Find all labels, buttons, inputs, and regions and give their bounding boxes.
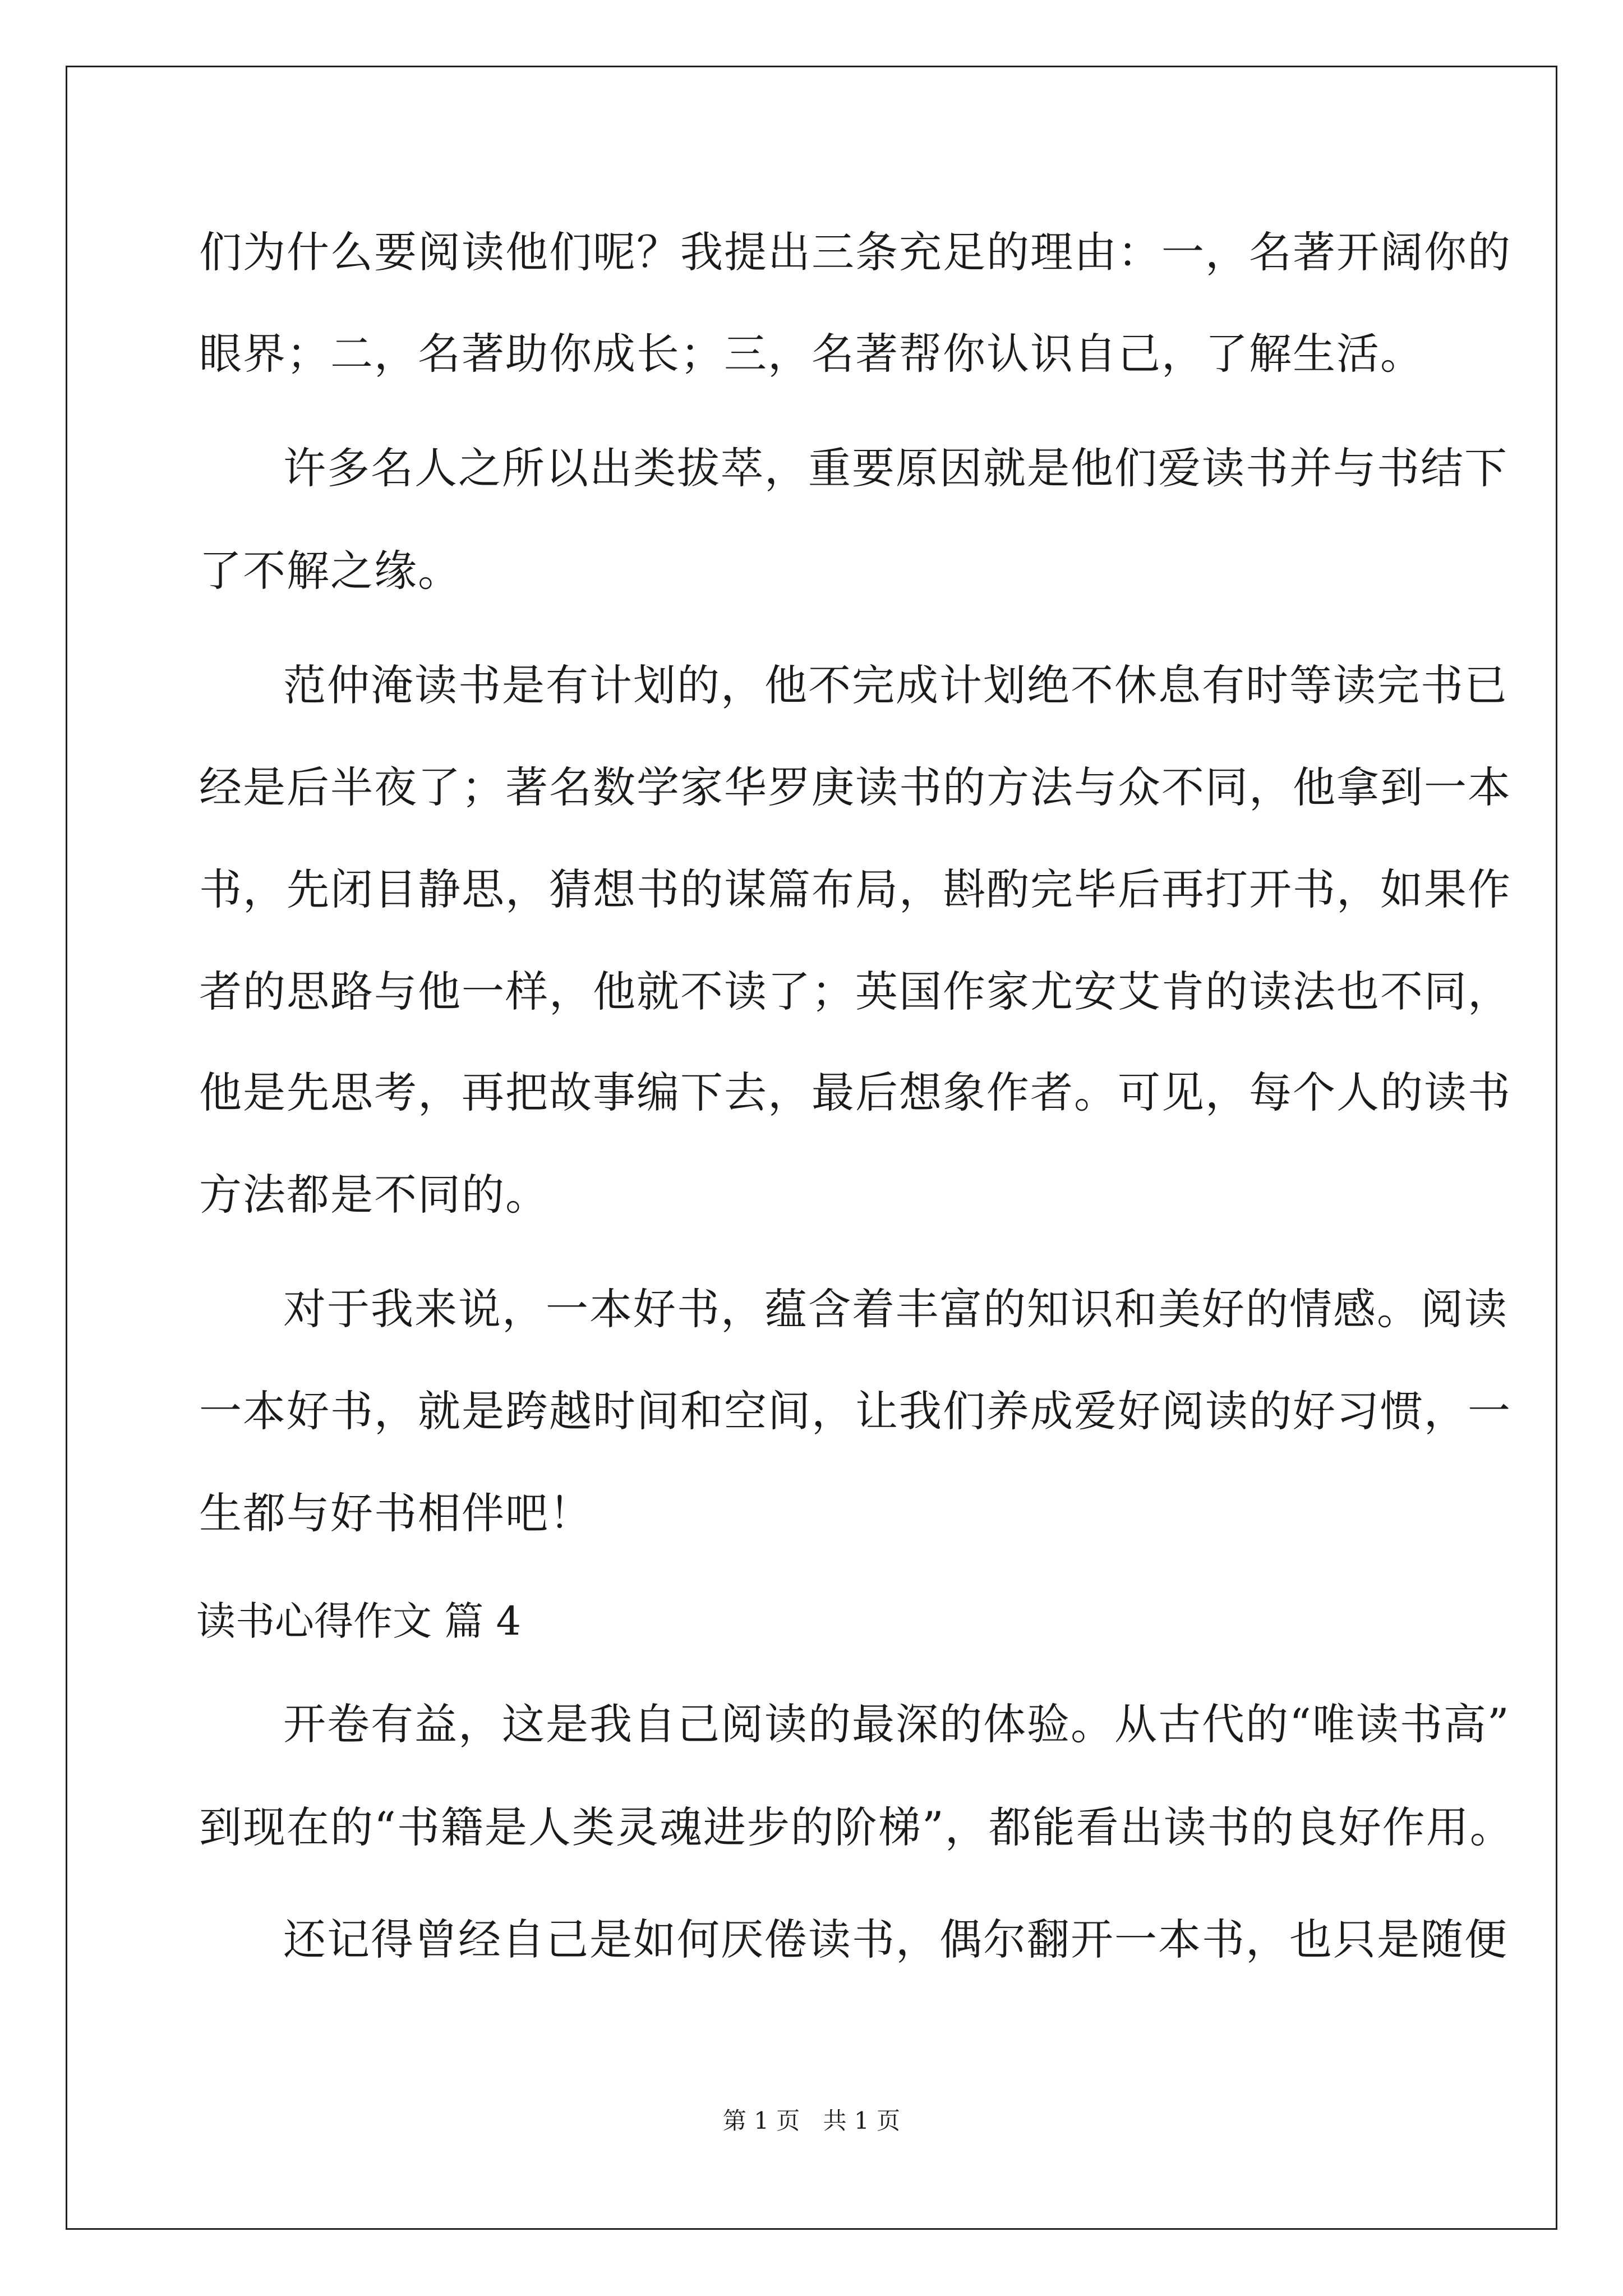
text-line: 生都与好书相伴吧！ <box>199 1488 593 1538</box>
paragraph-start-line: 对于我来说，一本好书，蕴含着丰富的知识和美好的情感。阅读 <box>283 1284 1508 1334</box>
paragraph-start-line: 还记得曾经自己是如何厌倦读书，偶尔翻开一本书，也只是随便 <box>283 1915 1508 1964</box>
paragraph-start-line: 许多名人之所以出类拔萃，重要原因就是他们爱读书并与书结下 <box>283 443 1508 493</box>
text-line: 书，先闭目静思，猜想书的谋篇布局，斟酌完毕后再打开书，如果作 <box>199 864 1511 914</box>
page-number: 第 1 页 <box>722 2107 800 2134</box>
text-line: 经是后半夜了；著名数学家华罗庚读书的方法与众不同，他拿到一本 <box>199 762 1511 812</box>
page-count: 共 1 页 <box>823 2107 901 2134</box>
text-line: 方法都是不同的。 <box>199 1170 549 1220</box>
text-line: 者的思路与他一样，他就不读了；英国作家尤安艾肯的读法也不同， <box>199 967 1511 1016</box>
text-line: 们为什么要阅读他们呢？我提出三条充足的理由：一，名著开阔你的 <box>199 227 1511 277</box>
paragraph-start-line: 开卷有益，这是我自己阅读的最深的体验。从古代的“唯读书高” <box>283 1699 1510 1749</box>
section-heading: 读书心得作文 篇 4 <box>196 1598 522 1644</box>
text-line: 了不解之缘。 <box>199 546 462 596</box>
text-line: 到现在的“书籍是人类灵魂进步的阶梯”，都能看出读书的良好作用。 <box>199 1802 1514 1852</box>
page-footer <box>0 2109 1623 2133</box>
page-border <box>66 66 1557 2230</box>
text-line: 他是先思考，再把故事编下去，最后想象作者。可见，每个人的读书 <box>199 1068 1511 1117</box>
text-line: 一本好书，就是跨越时间和空间，让我们养成爱好阅读的好习惯，一 <box>199 1386 1511 1436</box>
paragraph-start-line: 范仲淹读书是有计划的，他不完成计划绝不休息有时等读完书已 <box>283 660 1508 710</box>
text-line: 眼界；二，名著助你成长；三，名著帮你认识自己，了解生活。 <box>199 329 1424 379</box>
